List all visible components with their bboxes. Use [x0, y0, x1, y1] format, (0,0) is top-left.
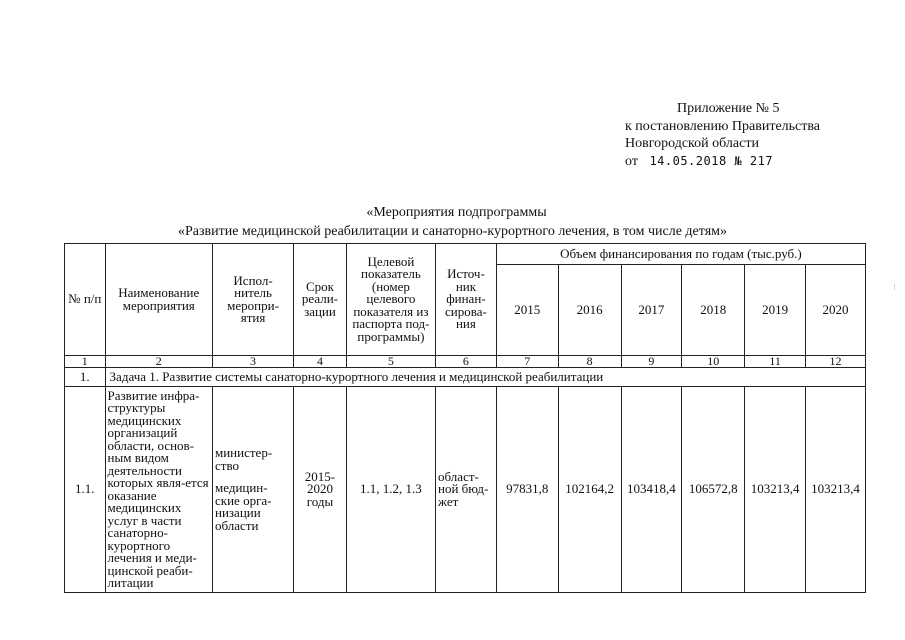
annex-line-2: к постановлению Правительства — [625, 118, 821, 134]
header-year: 2017 — [621, 265, 682, 356]
column-number-row — [65, 356, 866, 368]
header-funding: Объем финансирования по годам (тыс.руб.) — [496, 244, 865, 265]
header-year: 2020 — [806, 265, 866, 356]
column-number: 7 — [496, 356, 558, 368]
annex-line-1: Приложение № 5 — [677, 101, 780, 116]
column-number: 2 — [105, 356, 212, 368]
task-num: 1. — [65, 368, 106, 387]
title-line-2: «Развитие медицинской реабилитации и санаторно-курортного лечения, в том числе детям» — [177, 224, 728, 239]
annex-date-value: 14.05.2018 № 217 — [649, 153, 774, 168]
row-executor-1: министер-ство — [215, 445, 273, 473]
annex-date-prefix: от — [625, 153, 638, 169]
row-value: 103213,4 — [806, 387, 866, 593]
header-row-1 — [65, 244, 866, 265]
header-name: Наименование мероприятия — [105, 244, 212, 356]
row-executor — [213, 387, 294, 593]
task-row — [65, 368, 866, 387]
row-value: 97831,8 — [496, 387, 558, 593]
row-value: 103418,4 — [621, 387, 682, 593]
row-period: 2015-2020 годы — [294, 387, 347, 593]
column-number: 5 — [346, 356, 435, 368]
measures-table — [64, 243, 866, 593]
row-name: Развитие инфра-структуры медицинских организаций области, основ-ным видом деятельности которых явля-ется оказание медицинских услуг в части санаторно-курортного лечения и меди-цинской реаби-литации — [105, 387, 212, 593]
header-source: Источ-ник финан-сирова-ния — [436, 244, 497, 356]
row-value: 106572,8 — [682, 387, 745, 593]
row-num: 1.1. — [65, 387, 106, 593]
annex-line-3: Новгородской области — [625, 136, 759, 151]
column-number: 12 — [806, 356, 866, 368]
annex-date-line — [625, 153, 820, 171]
margin-mark: ⁝ — [893, 282, 896, 292]
row-source: област-ной бюд-жет — [436, 387, 497, 593]
header-year: 2016 — [558, 265, 621, 356]
task-text: Задача 1. Развитие системы санаторно-курортного лечения и медицинской реабилитации — [105, 368, 865, 387]
column-number: 11 — [745, 356, 806, 368]
header-num: № п/п — [65, 244, 106, 356]
column-number: 6 — [436, 356, 497, 368]
column-number: 4 — [294, 356, 347, 368]
header-year: 2018 — [682, 265, 745, 356]
header-period: Срок реали-зации — [294, 244, 347, 356]
header-executor: Испол-нитель меропри-ятия — [213, 244, 294, 356]
column-number: 1 — [65, 356, 106, 368]
row-executor-2: медицин-ские орга-низации области — [215, 480, 272, 533]
header-indicator: Целевой показатель (номер целевого показателя из паспорта под-программы) — [346, 244, 435, 356]
column-number: 10 — [682, 356, 745, 368]
document-title — [0, 203, 905, 241]
header-year: 2019 — [745, 265, 806, 356]
column-number: 8 — [558, 356, 621, 368]
row-value: 103213,4 — [745, 387, 806, 593]
row-indicator: 1.1, 1.2, 1.3 — [346, 387, 435, 593]
table-row — [65, 387, 866, 593]
annex-block — [625, 100, 820, 170]
title-line-1: «Мероприятия подпрограммы — [366, 205, 547, 220]
row-value: 102164,2 — [558, 387, 621, 593]
header-year: 2015 — [496, 265, 558, 356]
column-number: 3 — [213, 356, 294, 368]
column-number: 9 — [621, 356, 682, 368]
